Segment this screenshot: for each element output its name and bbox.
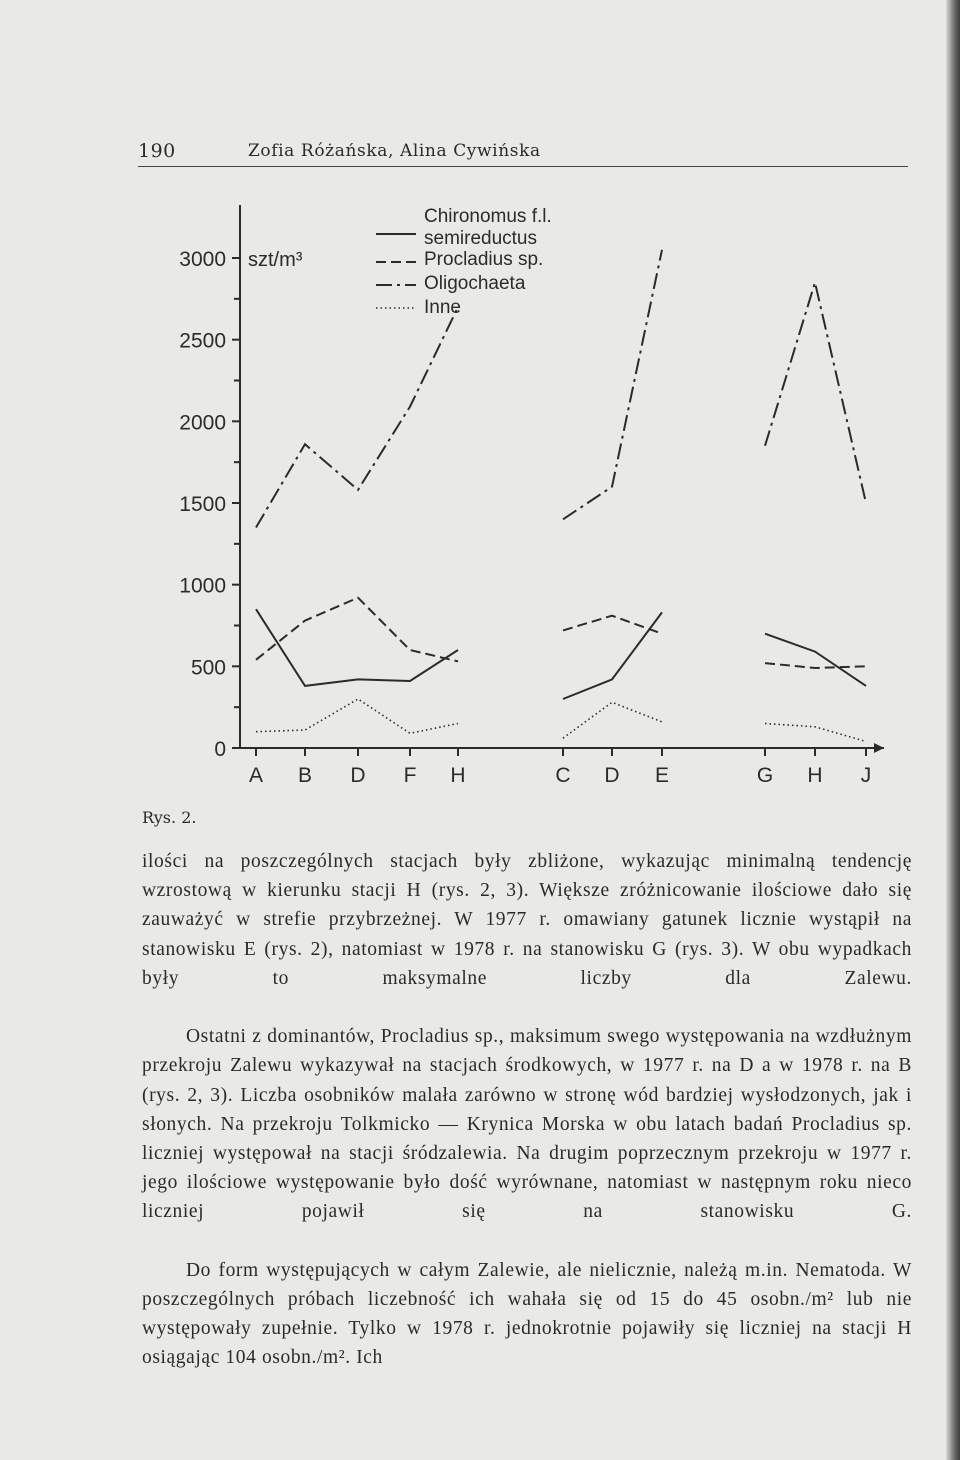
series-line-solid <box>765 634 866 686</box>
series-line-dotted <box>563 702 662 738</box>
x-tick-label: G <box>756 764 774 787</box>
x-tick-label: C <box>555 764 571 787</box>
y-tick-label: 0 <box>214 738 226 761</box>
paragraph: Do form występujących w całym Zalewie, ale nielicznie, należą m.in. Nematoda. W poszczególnych próbach liczebność ich wahała się od 15 do 45 osobn./m² lub nie występowały zupełnie. Tylko w 1978 r. jednokrotnie pojawiły się liczniej na stacji H osiągając 104 osobn./m². Ich <box>142 1259 912 1369</box>
x-tick-label: H <box>807 764 823 787</box>
paragraph: ilości na poszczególnych stacjach były zbliżone, wykazując minimalną tendencję wzrostową w kierunku stacji H (rys. 2, 3). Większe zróżnicowanie ilościowe dało się zauważyć w strefie przybrzeżnej. W 1977 r. omawiany gatunek licznie wystąpił na stanowisku E (rys. 2), natomiast w 1978 r. na stanowisku G (rys. 3). W obu wypadkach były to maksymalne liczby dla Zalewu. <box>142 851 912 989</box>
x-tick-label: D <box>604 764 620 787</box>
legend-label: Chironomus f.l. <box>424 206 552 227</box>
y-tick-label: 500 <box>190 656 226 680</box>
x-tick-label: E <box>654 764 670 787</box>
figure-caption: Rys. 2. <box>142 808 197 827</box>
x-axis-arrow <box>874 743 884 753</box>
x-tick-label: F <box>403 764 417 787</box>
x-tick-label: J <box>860 764 872 787</box>
legend-label: Procladius sp. <box>424 249 544 270</box>
x-tick-label: B <box>297 764 313 787</box>
series-line-dashdot <box>765 283 866 504</box>
body-text <box>142 847 912 1373</box>
y-tick-label: 1000 <box>179 574 226 598</box>
series-line-dotted <box>256 699 458 733</box>
x-tick-label: H <box>450 764 466 787</box>
y-tick-label: 1500 <box>179 493 226 516</box>
series-line-dashed <box>256 598 458 662</box>
legend-label: Inne <box>424 297 461 318</box>
series-line-dotted <box>765 724 866 742</box>
page-number: 190 <box>138 140 176 162</box>
paragraph: Ostatni z dominantów, Procladius sp., maksimum swego występowania na wzdłużnym przekroju Zalewu wykazywał na stacjach środkowych, w 1977 r. na D a w 1978 r. na B (rys. 2, 3). Liczba osobników malała zarówno w stronę wód bardziej wysłodzonych, jak i słonych. Na przekroju Tolkmicko — Krynica Morska w obu latach badań Procladius sp. liczniej występował na stacji śródzalewia. Na drugim poprzecznym przekroju w 1977 r. jego ilościowe występowanie było dość wyrównane, natomiast w następnym roku nieco liczniej pojawił się na stanowisku G. <box>142 1026 912 1223</box>
series-line-dashed <box>765 663 866 668</box>
running-head-authors: Zofia Różańska, Alina Cywińska <box>248 141 541 161</box>
y-tick-label: 2000 <box>179 411 226 435</box>
y-axis-unit-label: szt/m³ <box>248 249 303 271</box>
y-tick-label: 3000 <box>179 248 226 271</box>
legend-label: Oligochaeta <box>424 273 526 294</box>
series-line-solid <box>256 609 458 686</box>
x-tick-label: D <box>350 764 366 787</box>
legend-label: semireductus <box>424 228 537 249</box>
series-line-dashdot <box>563 250 662 520</box>
series-line-dashdot <box>256 307 458 528</box>
x-tick-label: A <box>248 764 264 787</box>
y-tick-label: 2500 <box>179 329 226 353</box>
